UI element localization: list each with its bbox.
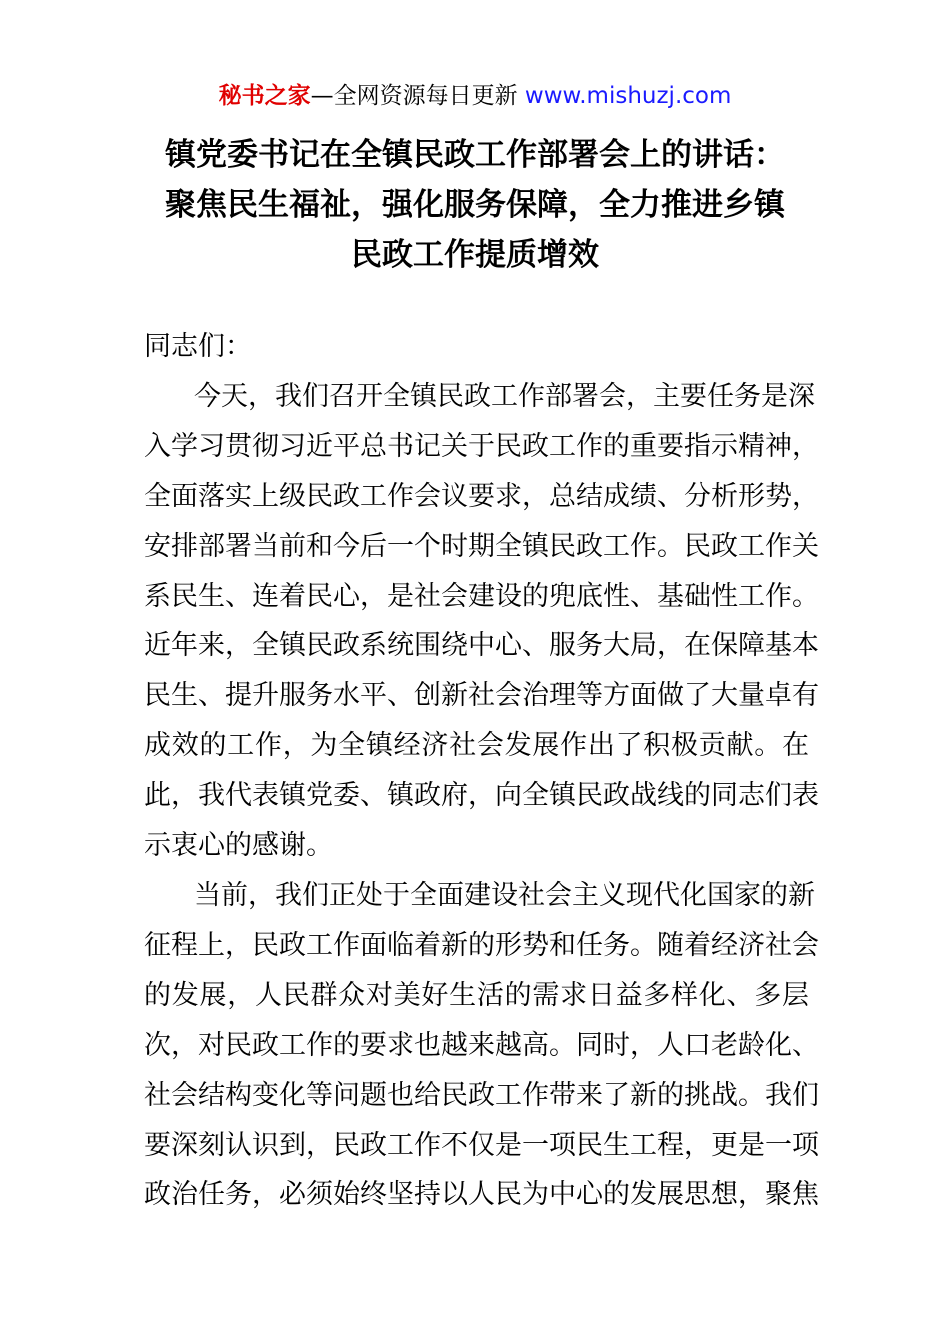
paragraph-line: 此，我代表镇党委、镇政府，向全镇民政战线的同志们表 (144, 780, 819, 812)
paragraph-line: 的发展，人民群众对美好生活的需求日益多样化、多层 (144, 979, 809, 1011)
site-tagline: —全网资源每日更新 (310, 83, 518, 109)
paragraph-situation (144, 871, 819, 1220)
paragraph-line: 今天，我们召开全镇民政工作部署会，主要任务是深 (194, 380, 815, 412)
salutation: 同志们： (144, 331, 252, 362)
paragraph-line: 当前，我们正处于全面建设社会主义现代化国家的新 (194, 879, 815, 911)
paragraph-line: 系民生、连着民心，是社会建设的兜底性、基础性工作。 (144, 580, 819, 612)
title-line: 民政工作提质增效 (351, 237, 599, 273)
title-line: 镇党委书记在全镇民政工作部署会上的讲话： (165, 137, 785, 173)
paragraph-line: 全面落实上级民政工作会议要求，总结成绩、分析形势， (144, 480, 819, 512)
paragraph-line: 次，对民政工作的要求也越来越高。同时，人口老龄化、 (144, 1029, 819, 1061)
paragraph-line: 民生、提升服务水平、创新社会治理等方面做了大量卓有 (144, 680, 819, 712)
paragraph-opening (144, 372, 819, 871)
paragraph-line: 要深刻认识到，民政工作不仅是一项民生工程，更是一项 (144, 1129, 819, 1161)
paragraph-line: 近年来，全镇民政系统围绕中心、服务大局，在保障基本 (144, 630, 819, 662)
site-brand: 秘书之家 (218, 83, 311, 109)
paragraph-line: 政治任务，必须始终坚持以人民为中心的发展思想，聚焦 (144, 1179, 819, 1211)
paragraph-line: 征程上，民政工作面临着新的形势和任务。随着经济社会 (144, 929, 819, 961)
paragraph-line: 示衷心的感谢。 (144, 830, 333, 862)
paragraph-line: 入学习贯彻习近平总书记关于民政工作的重要指示精神， (144, 430, 819, 462)
title-line: 聚焦民生福祉，强化服务保障，全力推进乡镇 (165, 187, 785, 223)
document-title (130, 130, 820, 280)
document-body (144, 322, 819, 1220)
paragraph-line: 社会结构变化等问题也给民政工作带来了新的挑战。我们 (144, 1079, 819, 1111)
paragraph-line: 安排部署当前和今后一个时期全镇民政工作。民政工作关 (144, 530, 819, 562)
site-url-link[interactable]: www.mishuzj.com (517, 83, 732, 109)
site-header (0, 80, 950, 112)
paragraph-line: 成效的工作，为全镇经济社会发展作出了积极贡献。在 (144, 730, 809, 762)
